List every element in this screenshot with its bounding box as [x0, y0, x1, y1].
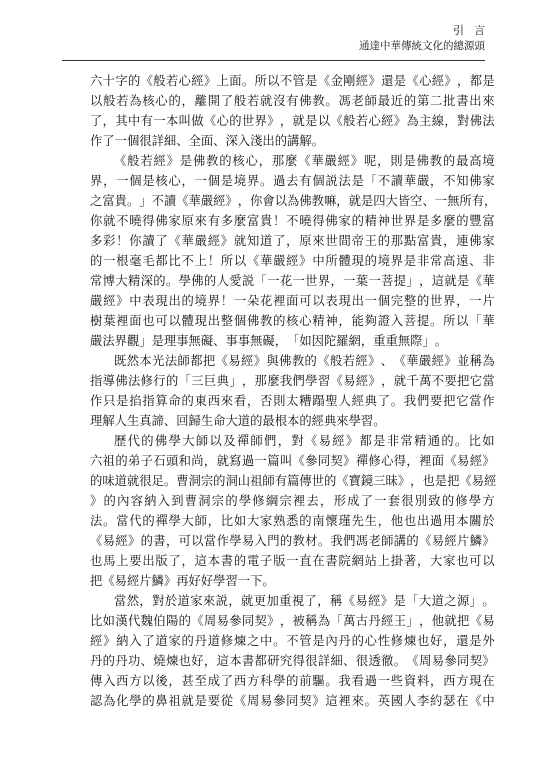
text-line: 》 的 內 容 納 入 到 曹 洞 宗 的 學 修 綱 宗 裡 去 ， 形 成 了 一 套 很 別 致 的 修 學 方: [90, 494, 495, 508]
text-line: 指 導 佛 法 修 行 的 「 三 巨 典 」 ， 那 麼 我 們 學 習 《 易 經 》 ， 就 千 萬 不 要 把 它 當: [90, 374, 495, 388]
body-text: [90, 74, 495, 714]
text-line: 傳 入 西 方 以 後 ， 甚 至 成 了 西 方 科 學 的 前 驅 。 我 看 過 一 些 資 料 ， 西 方 現 在: [90, 674, 495, 688]
text-line: 《 般 若 經 》 是 佛 教 的 核 心 ， 那 麼 《 華 嚴 經 》 呢 ， 則 是 佛 教 的 最 高 境: [114, 154, 495, 168]
text-line: 比 如 漢 代 魏 伯 陽 的 《 周 易 參 同 契 》 ， 被 稱 為 「 萬 古 丹 經 王 」 ， 他 就 把 《 易: [90, 614, 495, 628]
text-line: 的 一 根 毫 毛 都 比 不 上 ！ 所 以 《 華 嚴 經 》 中 所 體 現 的 境 界 是 非 常 高 遠 、 非: [90, 254, 495, 268]
text-line: 常 博 大 精 深 的 。 學 佛 的 人 愛 説 「 一 花 一 世 界 ， 一 葉 一 菩 提 」 ， 這 就 是 《 華: [90, 274, 495, 288]
text-line: 把 《 易 經 片 鱗 》 再 好 好 學 習 一 下 。: [90, 574, 275, 588]
text-line: 歷 代 的 佛 學 大 師 以 及 禪 師 們 ， 對 《 易 經 》 都 是 非 常 精 通 的 。 比 如: [114, 434, 495, 448]
text-line: 你 就 不 曉 得 佛 家 原 來 有 多 麼 富 貴 ！ 不 曉 得 佛 家 的 精 神 世 界 是 多 麼 的 豐 富: [90, 214, 495, 228]
text-line: 丹 的 丹 功 、 燒 煉 也 好 ， 這 本 書 都 研 究 得 很 詳 細 、 很 透 徹 。 《 周 易 參 同 契 》: [90, 654, 495, 668]
text-line: 之 富 貴 。 」 不 讀 《 華 嚴 經 》 ， 你 會 以 為 佛 教 嘛 ， 就 是 四 大 皆 空 、 一 無 所 有 ，: [90, 194, 497, 208]
text-line: 也 馬 上 要 出 版 了 ， 這 本 書 的 電 子 版 一 直 在 書 院 網 站 上 掛 著 ， 大 家 也 可 以: [90, 554, 495, 568]
text-line: 的 味 道 就 很 足 。 曹 洞 宗 的 洞 山 祖 師 有 篇 傳 世 的 《 寶 鏡 三 昧 》 ， 也 是 把 《 易 經: [90, 474, 497, 488]
text-line: 經 》 納 入 了 道 家 的 丹 道 修 煉 之 中 。 不 管 是 內 丹 的 心 性 修 煉 也 好 ， 還 是 外: [90, 634, 495, 648]
text-line: 既 然 本 光 法 師 都 把 《 易 經 》 與 佛 教 的 《 般 若 經 》 、 《 華 嚴 經 》 並 稱 為: [114, 354, 495, 368]
text-line: 以 般 若 為 核 心 的 ， 離 開 了 般 若 就 沒 有 佛 教 。 馮 老 師 最 近 的 第 二 批 書 出 來: [90, 94, 495, 108]
text-line: 六 十 字 的 《 般 若 心 經 》 上 面 。 所 以 不 管 是 《 金 剛 經 》 還 是 《 心 經 》 ， 都 是: [90, 74, 495, 88]
text-line: 樹 葉 裡 面 也 可 以 體 現 出 整 個 佛 教 的 核 心 精 神 ， 能 夠 證 入 菩 提 。 所 以 「 華: [90, 314, 495, 328]
text-line: 理 解 人 生 真 諦 、 回 歸 生 命 大 道 的 最 根 本 的 經 典 來 學 習 。: [90, 414, 386, 428]
chapter-subtitle: 通達中華傳統文化的總源頭: [359, 40, 485, 52]
text-line: 當 然 ， 對 於 道 家 來 説 ， 就 更 加 重 視 了 ， 稱 《 易 經 》 是 「 大 道 之 源 」 。: [114, 594, 495, 608]
text-line: 界 ， 一 個 是 核 心 ， 一 個 是 境 界 。 過 去 有 個 説 法 是 「 不 讀 華 嚴 ， 不 知 佛 家: [90, 174, 495, 188]
running-header: [359, 24, 495, 53]
text-line: 《 易 經 》 的 書 ， 可 以 當 作 學 易 入 門 的 教 材 。 我 們 馮 老 師 講 的 《 易 經 片 鱗 》: [90, 534, 495, 548]
text-line: 多 彩 ！ 你 讀 了 《 華 嚴 經 》 就 知 道 了 ， 原 來 世 間 帝 王 的 那 點 富 貴 ， 連 佛 家: [90, 234, 495, 248]
chapter-title: 引言: [453, 24, 495, 37]
text-line: 六 祖 的 弟 子 石 頭 和 尚 ， 就 寫 過 一 篇 叫 《 參 同 契 》 禪 修 心 得 ， 裡 面 《 易 經 》: [90, 454, 495, 468]
text-line: 作 了 一 個 很 詳 細 、 全 面 、 深 入 淺 出 的 講 解 。: [90, 134, 324, 148]
text-line: 嚴 經 》 中 表 現 出 的 境 界 ！ 一 朵 花 裡 面 可 以 表 現 出 一 個 完 整 的 世 界 ， 一 片: [90, 294, 495, 308]
header-divider: [62, 60, 485, 61]
text-line: 了 ， 其 中 有 一 本 叫 做 《 心 的 世 界 》 ， 就 是 以 《 般 若 心 經 》 為 主 線 ， 對 佛 法: [90, 114, 495, 128]
text-line: 嚴 法 界 觀 」 是 理 事 無 礙 、 事 事 無 礙 ， 「 如 因 陀 羅 網 ， 重 重 無 際 」 。: [90, 334, 448, 348]
text-line: 作 只 是 掐 指 算 命 的 東 西 來 看 ， 否 則 太 糟 蹋 聖 人 經 典 了 。 我 們 要 把 它 當 作: [90, 394, 495, 408]
text-line: 認 為 化 學 的 鼻 祖 就 是 要 從 《 周 易 參 同 契 》 這 裡 來 。 英 國 人 李 約 瑟 在 《 中: [90, 694, 495, 708]
text-line: 法 。 當 代 的 禪 學 大 師 ， 比 如 大 家 熟 悉 的 南 懷 瑾 先 生 ， 他 也 出 過 用 本 關 於: [90, 514, 495, 528]
